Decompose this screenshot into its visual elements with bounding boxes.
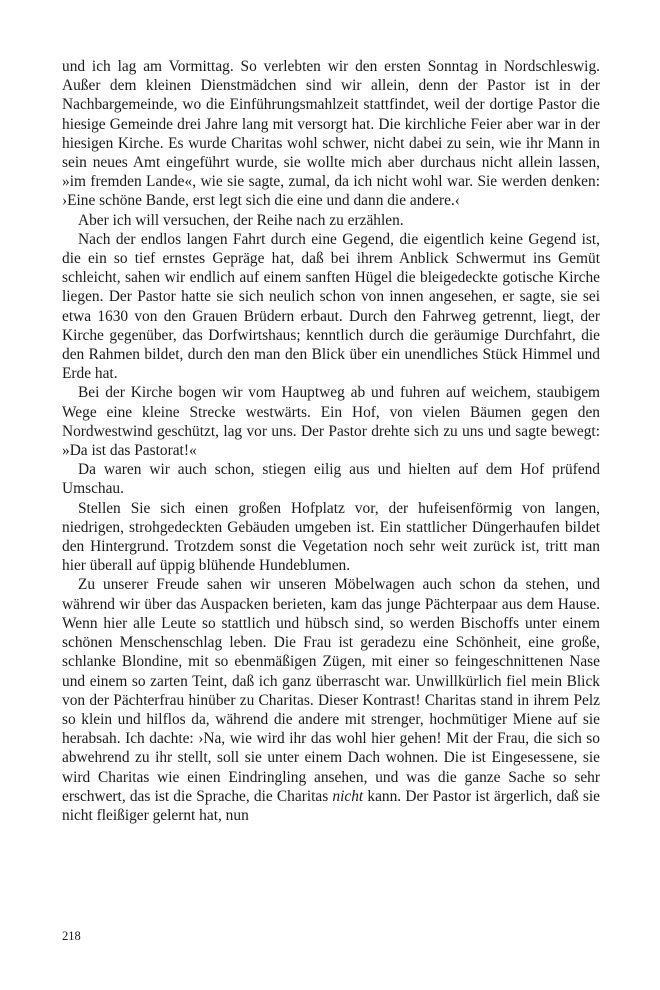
paragraph-text: Zu unserer Freude sahen wir unseren Möbelwagen auch schon da stehen, und während wir über das Auspacken berieten, kam das junge Pächterpaar aus dem Hause. Wenn hier alle Leute so stattlich und hübsch sind, so werden Bischoffs unter einem schönen Menschenschlag leben. Die Frau ist geradezu eine Schönheit, eine große, schlanke Blondine, mit so ebenmäßigen Zügen, mit einer so feingeschnittenen Nase und einem so zarten Teint, daß ich ganz überrascht war. Unwillkürlich fiel mein Blick von der Pächterfrau hinüber zu Charitas. Dieser Kontrast! Charitas stand in ihrem Pelz so klein und hilflos da, während die andere mit strenger, hochmütiger Miene auf sie herabsah. Ich dachte: ›Na, wie wird ihr das wohl hier gehen! Mit der Frau, die sich so abwehrend zu ihr stellt, soll sie unter einem Dach wohnen. Die ist Eingesessene, sie wird Charitas wie einen Eindringling ansehen, und was die ganze Sache so sehr erschwert, das ist die Sprache, die Charitas xyxy=(62,576,600,805)
emphasized-word: nicht xyxy=(332,787,364,805)
paragraph: Stellen Sie sich einen großen Hofplatz vor, der hufeisenförmig von langen, niedrigen, strohgedeckten Gebäuden umgeben ist. Ein stattlicher Düngerhaufen bildet den Hintergrund. Trotzdem sonst die Vegetation noch sehr weit zurück ist, tritt man hier überall auf üppig blühende Hundeblumen. xyxy=(62,499,600,575)
paragraph: Bei der Kirche bogen wir vom Hauptweg ab und fuhren auf weichem, staubigem Wege eine kleine Strecke westwärts. Ein Hof, von vielen Bäumen gegen den Nordwestwind geschützt, lag vor uns. Der Pastor drehte sich zu uns und sagte bewegt: »Da ist das Pastorat!« xyxy=(62,384,600,460)
paragraph: und ich lag am Vormittag. So verlebten wir den ersten Sonntag in Nordschleswig. Außer dem kleinen Dienstmädchen sind wir allein, denn der Pastor ist in der Nachbargemeinde, wo die Einführungsmahlzeit stattfindet, weil der dortige Pastor die hiesige Gemeinde drei Jahre lang mit versorgt hat. Die kirchliche Feier aber war in der hiesigen Kirche. Es wurde Charitas wohl schwer, nicht dabei zu sein, wie ihr Mann in sein neues Amt eingeführt wurde, sie wollte mich aber durchaus nicht allein lassen, »im fremden Lande«, wie sie sagte, zumal, da ich nicht wohl war. Sie werden denken: ›Eine schöne Bande, erst legt sich die eine und dann die andere.‹ xyxy=(62,58,600,210)
page-text-block xyxy=(62,57,600,825)
paragraph: Nach der endlos langen Fahrt durch eine Gegend, die eigentlich keine Gegend ist, die ein so tief ernstes Gepräge hat, daß bei ihrem Anblick Schwermut ins Gemüt schleicht, sahen wir endlich auf einem sanften Hügel die bleigedeckte gotische Kirche liegen. Der Pastor hatte sie sich neulich schon von innen angesehen, er sagte, sie sei etwa 1630 von den Grauen Brüdern erbaut. Durch den Fahrweg getrennt, liegt, der Kirche gegenüber, das Dorfwirtshaus; kenntlich durch die geräumige Durchfahrt, die den Rahmen bildet, durch den man den Blick über ein unendliches Stück Himmel und Erde hat. xyxy=(62,230,600,383)
paragraph xyxy=(62,575,600,825)
paragraph: Aber ich will versuchen, der Reihe nach zu erzählen. xyxy=(78,211,404,229)
paragraph: Da waren wir auch schon, stiegen eilig aus und hielten auf dem Hof prüfend Umschau. xyxy=(62,461,600,498)
page-number: 218 xyxy=(62,929,81,943)
paragraph-text: kann. Der Pastor ist ärgerlich, daß sie nicht fleißiger gelernt hat, nun xyxy=(62,787,600,824)
